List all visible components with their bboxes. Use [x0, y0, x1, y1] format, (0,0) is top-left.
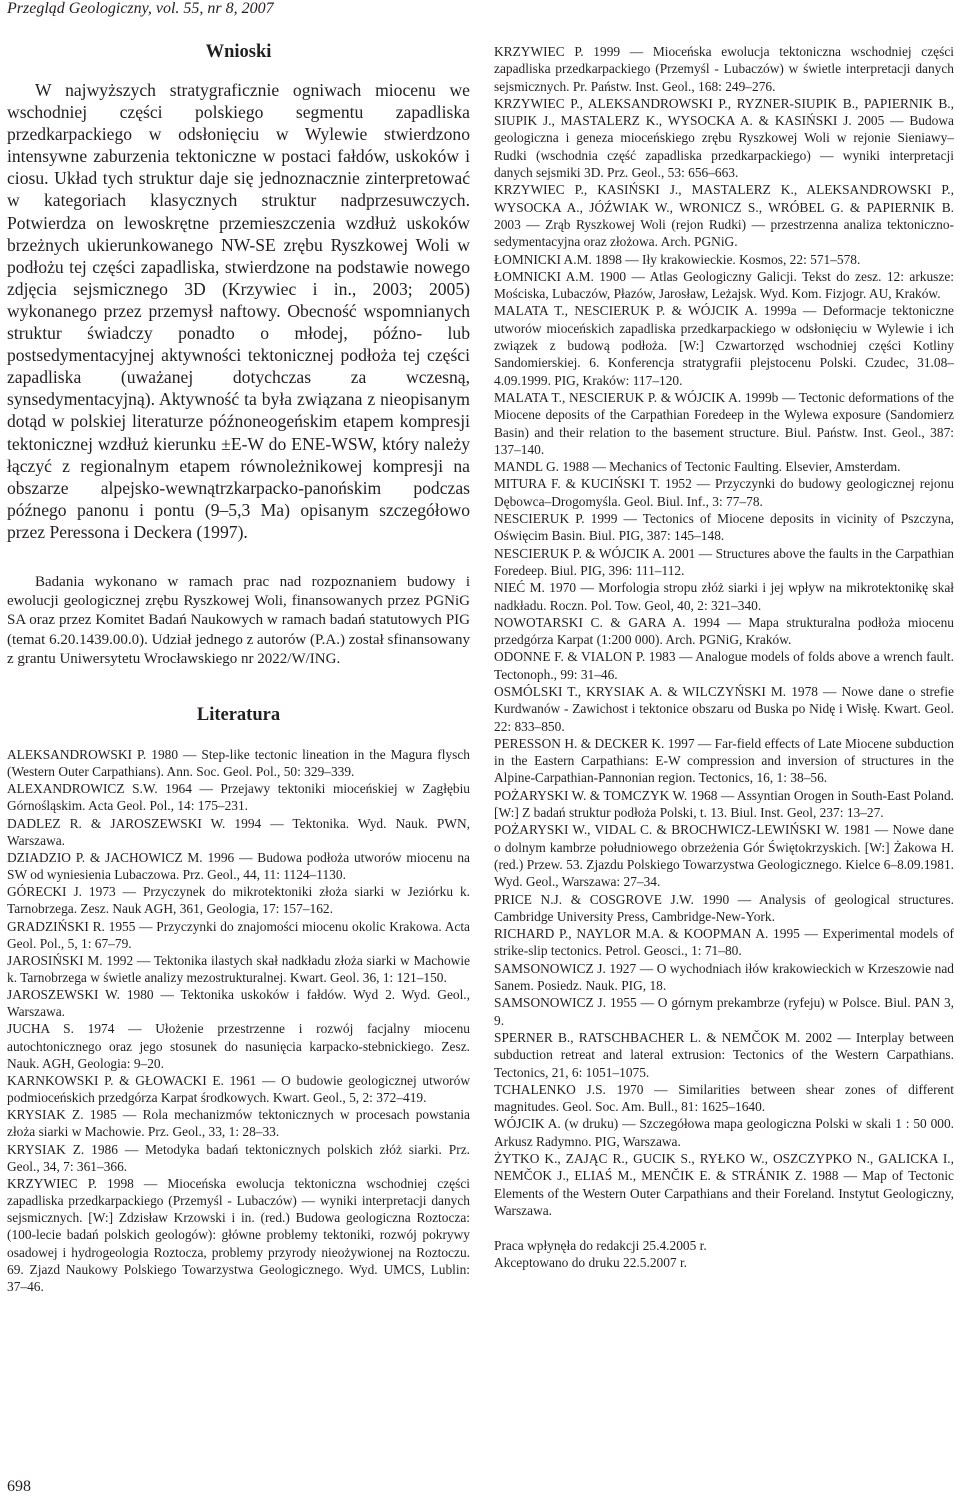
reference-item: ŁOMNICKI A.M. 1900 — Atlas Geologiczny Galicji. Tekst do zesz. 12: arkusze: Mościska, Lubaczów, Płazów, Jarosław, Leżajsk. Wyd. Kom. Fizjogr. AU, Kraków.	[494, 268, 954, 302]
reference-item: SPERNER B., RATSCHBACHER L. & NEMČOK M. 2002 — Interplay between subduction retreat and lateral extrusion: Tectonics of the Western Carpathians. Tectonics, 21, 6: 1051–1075.	[494, 1029, 954, 1080]
reference-item: SAMSONOWICZ J. 1955 — O górnym prekambrze (ryfeju) w Polsce. Biul. PAN 3, 9.	[494, 995, 954, 1028]
reference-item: GRADZIŃSKI R. 1955 — Przyczynki do znajomości miocenu okolic Krakowa. Acta Geol. Pol., 5, 1: 67–79.	[7, 918, 470, 951]
reference-item: JAROSIŃSKI M. 1992 — Tektonika ilastych skał nadkładu złoża siarki w Machowie k. Tarnobrzega w świetle analizy mezostrukturalnej. Kwart. Geol. 36, 1: 121–150.	[7, 952, 470, 986]
reference-item: ŻYTKO K., ZAJĄC R., GUCIK S., RYŁKO W., OSZCZYPKO N., GALICKA I., NEMČOK J., ELIAŚ M., MENČIK E. & STRÁNIK Z. 1988 — Map of Tectonic Elements of the Western Outer Carpathians and their Foreland. Instytut Geologiczny, Warszawa.	[494, 1151, 954, 1218]
reference-item: JAROSZEWSKI W. 1980 — Tektonika uskoków i fałdów. Wyd 2. Wyd. Geol., Warszawa.	[7, 987, 470, 1020]
reference-list-right	[494, 43, 954, 1219]
right-column	[494, 43, 954, 1271]
reference-item: KARNKOWSKI P. & GŁOWACKI E. 1961 — O budowie geologicznej utworów podmioceńskich przedgórza Karpat środkowych. Kwart. Geol., 5, 2: 372–419.	[7, 1072, 470, 1106]
reference-item: MITURA F. & KUCIŃSKI T. 1952 — Przyczynki do budowy geologicznej rejonu Dębowca–Drogomyśla. Geol. Biul. Inf., 3: 77–78.	[494, 476, 954, 509]
reference-item: KRZYWIEC P. 1998 — Mioceńska ewolucja tektoniczna wschodniej części zapadliska przedkarpackiego (Przemyśl - Lubaczów) — wyniki interpretacji danych sejsmicznych. [W:] Zdzisław Krzowski i in. (red.) Budowa geologiczna Roztocza: (100-lecie badań polskich geologów): główne problemy tektoniki, rozwój pokrywy osadowej i hydrogeologia Roztocza, problemy przyrody nieożywionej na Roztoczu. 69. Zjazd Naukowy Polskiego Towarzystwa Geologicznego. Wyd. UMCS, Lublin: 37–46.	[7, 1175, 470, 1294]
reference-item: SAMSONOWICZ J. 1927 — O wychodniach iłów krakowieckich w Krzeszowie nad Sanem. Posiedz. Nauk. PIG, 18.	[494, 960, 954, 994]
reference-item: OSMÓLSKI T., KRYSIAK A. & WILCZYŃSKI M. 1978 — Nowe dane o strefie Kurdwanów - Zawichost i tektonice obszaru od Buska po Nidę i Wisłę. Kwart. Geol. 22: 833–850.	[494, 683, 954, 734]
reference-item: KRZYWIEC P. 1999 — Mioceńska ewolucja tektoniczna wschodniej części zapadliska przedkarpackiego (Przemyśl - Lubaczów) w świetle interpretacji danych sejsmicznych. Pr. Państw. Inst. Geol., 168: 249–276.	[494, 44, 954, 94]
reference-item: POŻARYSKI W., VIDAL C. & BROCHWICZ-LEWIŃSKI W. 1981 — Nowe dane o dolnym kambrze południowego obrzeżenia Gór Świętokrzyskich. [W:] Żakowa H. (red.) Przew. 53. Zjazdu Polskiego Towarzystwa Geologicznego. Kielce 6–8.09.1981. Wyd. Geol., Warszawa: 27–34.	[494, 822, 954, 890]
reference-item: TCHALENKO J.S. 1970 — Similarities between shear zones of different magnitudes. Geol. Soc. Am. Bull., 81: 1625–1640.	[494, 1081, 954, 1115]
reference-item: KRZYWIEC P., ALEKSANDROWSKI P., RYZNER-SIUPIK B., PAPIERNIK B., SIUPIK J., MASTALERZ K., WYSOCKA A. & KASIŃSKI J. 2005 — Budowa geologiczna i geneza mioceńskiego zrębu Ryszkowej Woli w rejonie Sieniawy–Rudki (wschodnia część zapadliska przedkarpackiego) — wyniki interpretacji danych sejsmiki 3D. Prz. Geol., 53: 656–663.	[494, 95, 954, 181]
reference-item: NOWOTARSKI C. & GARA A. 1994 — Mapa strukturalna podłoża miocenu przedgórza Karpat (1:200 000). Arch. PGNiG, Kraków.	[494, 614, 954, 648]
reference-item: KRYSIAK Z. 1985 — Rola mechanizmów tektonicznych w procesach powstania złoża siarki w Machowie. Prz. Geol., 33, 1: 28–33.	[7, 1107, 470, 1140]
running-head: Przegląd Geologiczny, vol. 55, nr 8, 2007	[7, 0, 274, 17]
reference-item: MALATA T., NESCIERUK P. & WÓJCIK A. 1999a — Deformacje tektoniczne utworów mioceńskich zapadliska przedkarpackiego w odsłonięciu w Wylewie i ich związek z budową podłoża. [W:] Czwartorzęd wschodniej części Kotliny Sandomierskiej. 6. Konferencja stratygrafii plejstocenu Polski. Czudec, 31.08–4.09.1999. PIG, Kraków: 117–120.	[494, 303, 954, 388]
reference-item: ŁOMNICKI A.M. 1898 — Iły krakowieckie. Kosmos, 22: 571–578.	[494, 251, 861, 267]
received-note	[494, 1237, 954, 1271]
reference-item: KRZYWIEC P., KASIŃSKI J., MASTALERZ K., ALEKSANDROWSKI P., WYSOCKA A., JÓŹWIAK W., WRONICZ S., WRÓBEL G. & PAPIERNIK B. 2003 — Zrąb Ryszkowej Woli (rejon Rudki) — przestrzenna analiza tektoniczno-sedymentacyjna oraz złożowa. Arch. PGNiG.	[494, 182, 954, 250]
reference-item: JUCHA S. 1974 — Ułożenie przestrzenne i rozwój facjalny miocenu autochtonicznego oraz jego stosunek do nasunięcia karpacko-stebnickiego. Zesz. Nauk. AGH, Geologia: 9–20.	[7, 1021, 470, 1071]
conclusions-heading: Wnioski	[205, 42, 272, 62]
accepted-date: Akceptowano do druku 22.5.2007 r.	[494, 1255, 688, 1271]
reference-item: MANDL G. 1988 — Mechanics of Tectonic Faulting. Elsevier, Amsterdam.	[494, 459, 901, 475]
literature-heading: Literatura	[196, 704, 281, 725]
reference-item: WÓJCIK A. (w druku) — Szczegółowa mapa geologiczna Polski w skali 1 : 50 000. Arkusz Radymno. PIG, Warszawa.	[494, 1116, 954, 1149]
reference-item: KRYSIAK Z. 1986 — Metodyka badań tektonicznych polskich złóż siarki. Prz. Geol., 34, 7: 361–366.	[7, 1141, 470, 1174]
reference-item: PERESSON H. & DECKER K. 1997 — Far-field effects of Late Miocene subduction in the Eastern Carpathians: E-W compression and inversion of structures in the Alpine-Carpathian-Pannonian region. Tectonics, 16, 1: 38–56.	[494, 735, 954, 786]
reference-item: NESCIERUK P. 1999 — Tectonics of Miocene deposits in vicinity of Pszczyna, Oświęcim Basin. Biul. PIG, 387: 145–148.	[494, 511, 954, 544]
reference-item: DZIADZIO P. & JACHOWICZ M. 1996 — Budowa podłoża utworów miocenu na SW od wyniesienia Lubaczowa. Prz. Geol., 44, 11: 1124–1130.	[7, 849, 470, 883]
reference-item: MALATA T., NESCIERUK P. & WÓJCIK A. 1999b — Tectonic deformations of the Miocene deposits of the Carpathian Foredeep in the Wylewa exposure (Sandomierz Basin) and their relation to the basement structure. Biul. Państw. Inst. Geol., 387: 137–140.	[494, 389, 954, 457]
acknowledgement-paragraph: Badania wykonano w ramach prac nad rozpoznaniem budowy i ewolucji geologicznej zrębu Ryszkowej Woli, finansowanych przez PGNiG SA oraz przez Komitet Badań Naukowych w ramach badań statutowych PIG (temat 6.20.1439.00.0). Udział jednego z autorów (P.A.) został sfinansowany z grantu Uniwersytetu Wrocławskiego nr 2022/W/ING.	[7, 573, 470, 667]
reference-item: ODONNE F. & VIALON P. 1983 — Analogue models of folds above a wrench fault. Tectonoph., 99: 31–46.	[494, 649, 954, 682]
reference-item: POŻARYSKI W. & TOMCZYK W. 1968 — Assyntian Orogen in South-East Poland. [W:] Z badań struktur podłoża Polski, t. 13. Biul. Inst. Geol, 237: 13–27.	[494, 787, 954, 821]
reference-item: NIEĆ M. 1970 — Morfologia stropu złóż siarki i jej wpływ na mikrotektonikę skał nadkładu. Roczn. Pol. Tow. Geol, 40, 2: 321–340.	[494, 580, 954, 613]
reference-item: NESCIERUK P. & WÓJCIK A. 2001 — Structures above the faults in the Carpathian Foredeep. Biul. PIG, 396: 111–112.	[494, 545, 954, 578]
received-date: Praca wpłynęła do redakcji 25.4.2005 r.	[494, 1238, 707, 1254]
reference-list-left	[7, 746, 470, 1295]
reference-item: PRICE N.J. & COSGROVE J.W. 1990 — Analysis of geological structures. Cambridge University Press, Cambridge-New-York.	[494, 891, 954, 924]
reference-item: GÓRECKI J. 1973 — Przyczynek do mikrotektoniki złoża siarki w Jeziórku k. Tarnobrzega. Zesz. Nauk AGH, 361, Geologia, 17: 157–162.	[7, 884, 470, 917]
reference-item: ALEXANDROWICZ S.W. 1964 — Przejawy tektoniki mioceńskiej w Zagłębiu Górnośląskim. Acta Geol. Pol., 14: 175–231.	[7, 781, 470, 814]
conclusions-paragraph: W najwyższych stratygraficznie ogniwach miocenu we wschodniej części polskiego segmentu zapadliska przedkarpackiego w odsłonięciu w Wylewie stwierdzono intensywne zaburzenia tektoniczne w postaci fałdów, uskoków i ciosu. Układ tych struktur daje się jednoznacznie zinterpretować w kategoriach klasycznych struktur nadprzesuwczych. Potwierdza on lewoskrętne przemieszczenia wzdłuż uskoków brzeżnych ukierunkowanego NW-SE zrębu Ryszkowej Woli w podłożu tej części zapadliska, stwierdzone na podstawie nowego zdjęcia sejsmicznego 3D (Krzywiec i in., 2003; 2005) wykonanego przez przemysł naftowy. Obecność wspomnianych struktur świadczy ponadto o młodej, późno- lub postsedymentacyjnej aktywności tektonicznej podłoża tej części zapadliska (uważanej dotychczas za wczesną, synsedymentacyjną). Aktywność ta była związana z nieopisanym dotąd w polskiej literaturze późnoneogeńskim etapem kompresji tektonicznej wzdłuż kierunku ±E-W do ENE-WSW, który należy łączyć z regionalnym etapem równoleżnikowej kompresji na obszarze alpejsko-wewnątrzkarpacko-panońskim podczas późnego panonu i pontu (9–5,3 Ma) opisanym szczegółowo przez Peressona i Deckera (1997).	[7, 80, 470, 542]
reference-item: RICHARD P., NAYLOR M.A. & KOOPMAN A. 1995 — Experimental models of strike-slip tectonics. Petrol. Geosci., 1: 71–80.	[494, 926, 954, 959]
page-number: 698	[7, 1478, 31, 1495]
reference-item: ALEKSANDROWSKI P. 1980 — Step-like tectonic lineation in the Magura flysch (Western Outer Carpathians). Ann. Soc. Geol. Pol., 50: 329–339.	[7, 746, 470, 780]
left-column	[7, 40, 470, 1295]
reference-item: DADLEZ R. & JAROSZEWSKI W. 1994 — Tektonika. Wyd. Nauk. PWN, Warszawa.	[7, 815, 470, 848]
